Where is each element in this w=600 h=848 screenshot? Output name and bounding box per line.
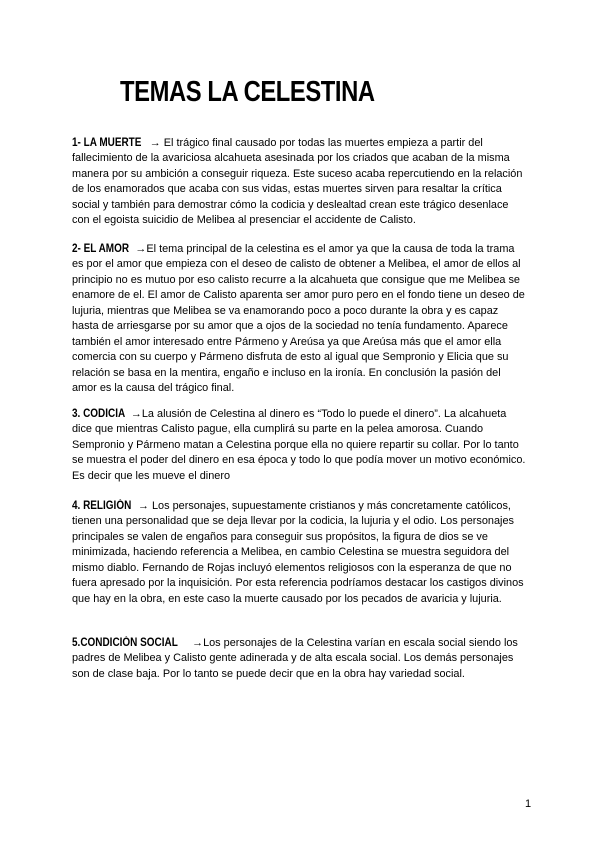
section-heading: 2- EL AMOR: [72, 242, 130, 255]
section-heading: 5.CONDICIÓN SOCIAL: [72, 636, 178, 649]
section-heading: 1- LA MUERTE: [72, 136, 142, 149]
arrow-icon: →: [149, 137, 161, 149]
arrow-icon: →: [130, 408, 142, 420]
section-muerte: [72, 135, 526, 229]
section-text: La alusión de Celestina al dinero es “Todo lo puede el dinero”. La alcahueta dice que mientras Calisto pague, ella cumplirá su parte en la pelea amorosa. Cuando Sempronio y Pármeno matan a Celestina porque ella no quiere repartir su collar. Por lo tanto se muestra el poder del dinero en esa época y todo lo que podía mover un motivo económico. Es decir que les mueve el dinero: [72, 408, 526, 482]
section-text: El trágico final causado por todas las muertes empieza a partir del fallecimiento de la avariciosa alcahueta asesinada por los criados que acaban de la misma manera por su ambición a conseguir riqueza. Este suceso acaba repercutiendo en la relación de los enamorados que acaba con sus vidas, estas muertes sirven para resaltar la crítica social y también para demostrar cómo la codicia y deslealtad crean este trágico desenlace con el egoista suicidio de Melibea al presenciar el accidente de Calisto.: [72, 137, 523, 227]
section-condicion-social: [72, 635, 526, 682]
section-text: Los personajes, supuestamente cristianos y más concretamente católicos, tienen una personalidad que se deja llevar por la codicia, la lujuria y el odio. Los personajes principales se valen de engaños para conseguir sus propósitos, la figura de dios se ve minimizada, haciendo referencia a Melibea, en cambio Celestina se muestra seguidora del mismo diablo. Fernando de Rojas incluyó elementos religiosos con la esperanza de que no fuera apresado por la inquisición. Por esta referencia podríamos destacar los castigos divinos que hay en la obra, en este caso la muerte causado por los pecados de avaricia y lujuria.: [72, 500, 524, 605]
arrow-icon: →: [135, 243, 147, 255]
page-number: 1: [525, 798, 532, 810]
page-title: TEMAS LA CELESTINA: [120, 76, 375, 108]
arrow-icon: →: [192, 637, 204, 649]
section-codicia: [72, 406, 526, 484]
section-text: El tema principal de la celestina es el amor ya que la causa de toda la trama es por el amor que empieza con el deseo de calisto de obtener a Melibea, el amor de ellos al principio no es mutuo por eso calisto recurre a la alcahueta que consigue que me Melibea se enamore de el. El amor de Calisto aparenta ser amor puro pero en el fondo tiene un deseo de lujuria, mientras que Melibea se va enamorando poco a poco durante la obra y es capaz hasta de arriesgarse por su amor que a ojos de la sociedad no tenía fundamento. Aparece también el amor interesado entre Pármeno y Areúsa ya que Areúsa más que el amor ella comercia con su cuerpo y Pármeno disfruta de esto al igual que Sempronio y Elicia que su relación se basa en la mentira, engaño e incluso en la ironía. En conclusión la pasión del amor es la causa del trágico final.: [72, 243, 525, 395]
section-text: Los personajes de la Celestina varían en escala social siendo los padres de Melibea y Calisto gente adinerada y de alta escala social. Los demás personajes son de clase baja. Por lo tanto se puede decir que en la obra hay variedad social.: [72, 637, 518, 680]
section-religion: [72, 498, 526, 607]
section-heading: 4. RELIGIÓN: [72, 499, 132, 512]
section-heading: 3. CODICIA: [72, 407, 126, 420]
section-amor: [72, 241, 526, 397]
arrow-icon: →: [137, 500, 149, 512]
